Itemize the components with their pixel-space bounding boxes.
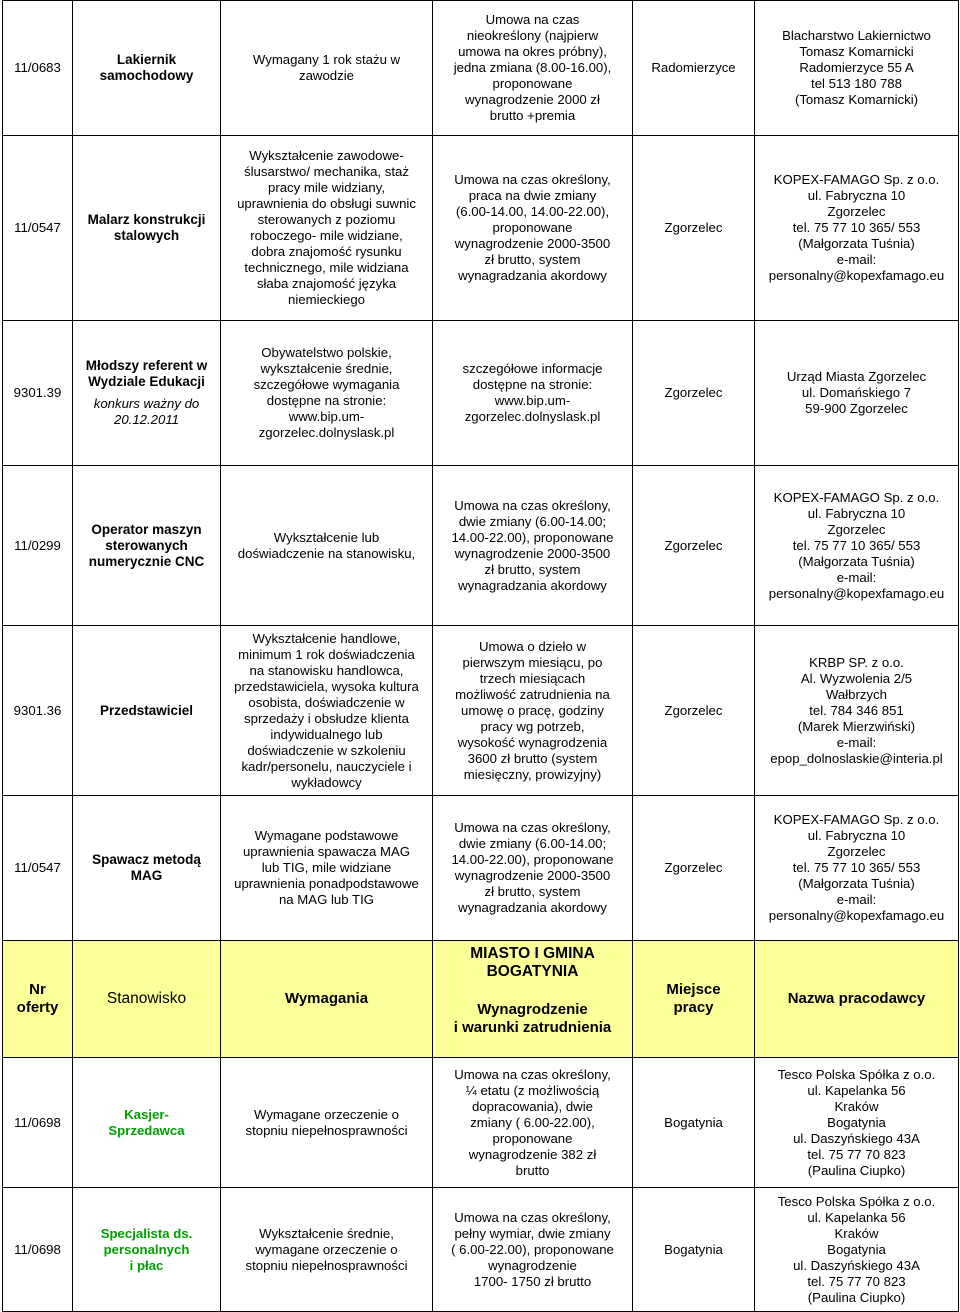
header-terms-cell <box>433 941 633 1058</box>
employer: KRBP SP. z o.o. Al. Wyzwolenia 2/5 Wałbrzych tel. 784 346 851 (Marek Mierzwiński) e-mail: epop_dolnoslaskie@interia.pl <box>755 626 959 796</box>
position-name: Lakiernik samochodowy <box>73 1 221 136</box>
workplace: Zgorzelec <box>633 626 755 796</box>
offer-number: 11/0299 <box>3 466 73 626</box>
employer: KOPEX-FAMAGO Sp. z o.o. ul. Fabryczna 10 Zgorzelec tel. 75 77 10 365/ 553 (Małgorzata Tuśnia) e-mail: personalny@kopexfamago.eu <box>755 136 959 321</box>
table-row <box>3 1 959 136</box>
header-workplace: Miejsce pracy <box>633 941 755 1058</box>
table-row <box>3 1188 959 1312</box>
requirements: Wymagane orzeczenie o stopniu niepełnosprawności <box>221 1058 433 1188</box>
employer: Tesco Polska Spółka z o.o. ul. Kapelanka 56 Kraków Bogatynia ul. Daszyńskiego 43A tel. 75 77 70 823 (Paulina Ciupko) <box>755 1188 959 1312</box>
table-row <box>3 466 959 626</box>
position-name: Spawacz metodą MAG <box>73 796 221 941</box>
requirements: Obywatelstwo polskie, wykształcenie średnie, szczegółowe wymagania dostępne na stronie: www.bip.um- zgorzelec.dolnyslask.pl <box>221 321 433 466</box>
table-header-row <box>3 941 959 1058</box>
section-title: MIASTO I GMINA BOGATYNIA <box>470 945 595 980</box>
header-requirements: Wymagania <box>221 941 433 1058</box>
offer-number: 11/0547 <box>3 136 73 321</box>
offers-table-bogatynia <box>2 940 959 1312</box>
position-name: Malarz konstrukcji stalowych <box>73 136 221 321</box>
requirements: Wymagane podstawowe uprawnienia spawacza MAG lub TIG, mile widziane uprawnienia ponadpodstawowe na MAG lub TIG <box>221 796 433 941</box>
table-row <box>3 796 959 941</box>
employment-terms: Umowa na czas określony, dwie zmiany (6.00-14.00; 14.00-22.00), proponowane wynagrodzenie 2000-3500 zł brutto, system wynagradzania akordowy <box>433 796 633 941</box>
table-row <box>3 1058 959 1188</box>
employer: Urząd Miasta Zgorzelec ul. Domańskiego 7 59-900 Zgorzelec <box>755 321 959 466</box>
requirements: Wykształcenie zawodowe- ślusarstwo/ mechanika, staż pracy mile widziany, uprawnienia do obsługi suwnic sterowanych z poziomu roboczego- mile widziane, dobra znajomość rysunku technicznego, mile widziana słaba znajomość języka niemieckiego <box>221 136 433 321</box>
offer-number: 11/0698 <box>3 1188 73 1312</box>
employment-terms: szczegółowe informacje dostępne na stronie: www.bip.um- zgorzelec.dolnyslask.pl <box>433 321 633 466</box>
employer: KOPEX-FAMAGO Sp. z o.o. ul. Fabryczna 10 Zgorzelec tel. 75 77 10 365/ 553 (Małgorzata Tuśnia) e-mail: personalny@kopexfamago.eu <box>755 796 959 941</box>
requirements: Wykształcenie lub doświadczenie na stanowisku, <box>221 466 433 626</box>
workplace: Bogatynia <box>633 1188 755 1312</box>
position-name: Operator maszyn sterowanych numerycznie CNC <box>73 466 221 626</box>
offer-number: 11/0547 <box>3 796 73 941</box>
header-employer: Nazwa pracodawcy <box>755 941 959 1058</box>
offer-number: 11/0683 <box>3 1 73 136</box>
offer-number: 9301.39 <box>3 321 73 466</box>
position-name: Specjalista ds. personalnych i płac <box>73 1188 221 1312</box>
table-row <box>3 321 959 466</box>
table-row <box>3 626 959 796</box>
employment-terms: Umowa na czas określony, praca na dwie zmiany (6.00-14.00, 14.00-22.00), proponowane wynagrodzenie 2000-3500 zł brutto, system wynagradzania akordowy <box>433 136 633 321</box>
position-name: Kasjer- Sprzedawca <box>73 1058 221 1188</box>
workplace: Zgorzelec <box>633 796 755 941</box>
employer: Blacharstwo Lakiernictwo Tomasz Komarnicki Radomierzyce 55 A tel 513 180 788 (Tomasz Komarnicki) <box>755 1 959 136</box>
position-note: konkurs ważny do 20.12.2011 <box>93 396 200 427</box>
position-name: Młodszy referent w Wydziale Edukacji <box>85 358 208 389</box>
offer-number: 11/0698 <box>3 1058 73 1188</box>
requirements: Wykształcenie handlowe, minimum 1 rok doświadczenia na stanowisku handlowca, przedstawiciela, wysoka kultura osobista, doświadczenie w sprzedaży i obsłudze klienta indywidualnego lub doświadczenie w szkoleniu kadr/personelu, nauczyciele i wykładowcy <box>221 626 433 796</box>
requirements: Wymagany 1 rok stażu w zawodzie <box>221 1 433 136</box>
header-position: Stanowisko <box>73 941 221 1058</box>
offers-table-top <box>2 0 959 941</box>
employer: Tesco Polska Spółka z o.o. ul. Kapelanka 56 Kraków Bogatynia ul. Daszyńskiego 43A tel. 75 77 70 823 (Paulina Ciupko) <box>755 1058 959 1188</box>
header-offer-number: Nr oferty <box>3 941 73 1058</box>
header-terms: Wynagrodzenie i warunki zatrudnienia <box>453 1001 612 1036</box>
employment-terms: Umowa o dzieło w pierwszym miesiącu, po trzech miesiącach możliwość zatrudnienia na umowę o pracę, godziny pracy wg potrzeb, wysokość wynagrodzenia 3600 zł brutto (system miesięczny, prowizyjny) <box>433 626 633 796</box>
employment-terms: Umowa na czas nieokreślony (najpierw umowa na okres próbny), jedna zmiana (8.00-16.00), proponowane wynagrodzenie 2000 zł brutto +premia <box>433 1 633 136</box>
employment-terms: Umowa na czas określony, ¼ etatu (z możliwością dopracowania), dwie zmiany ( 6.00-22.00), proponowane wynagrodzenie 382 zł brutto <box>433 1058 633 1188</box>
workplace: Zgorzelec <box>633 321 755 466</box>
position-cell <box>73 321 221 466</box>
workplace: Radomierzyce <box>633 1 755 136</box>
employment-terms: Umowa na czas określony, dwie zmiany (6.00-14.00; 14.00-22.00), proponowane wynagrodzenie 2000-3500 zł brutto, system wynagradzania akordowy <box>433 466 633 626</box>
workplace: Bogatynia <box>633 1058 755 1188</box>
position-name: Przedstawiciel <box>73 626 221 796</box>
offer-number: 9301.36 <box>3 626 73 796</box>
employment-terms: Umowa na czas określony, pełny wymiar, dwie zmiany ( 6.00-22.00), proponowane wynagrodzenie 1700- 1750 zł brutto <box>433 1188 633 1312</box>
workplace: Zgorzelec <box>633 466 755 626</box>
table-row <box>3 136 959 321</box>
workplace: Zgorzelec <box>633 136 755 321</box>
employer: KOPEX-FAMAGO Sp. z o.o. ul. Fabryczna 10 Zgorzelec tel. 75 77 10 365/ 553 (Małgorzata Tuśnia) e-mail: personalny@kopexfamago.eu <box>755 466 959 626</box>
requirements: Wykształcenie średnie, wymagane orzeczenie o stopniu niepełnosprawności <box>221 1188 433 1312</box>
